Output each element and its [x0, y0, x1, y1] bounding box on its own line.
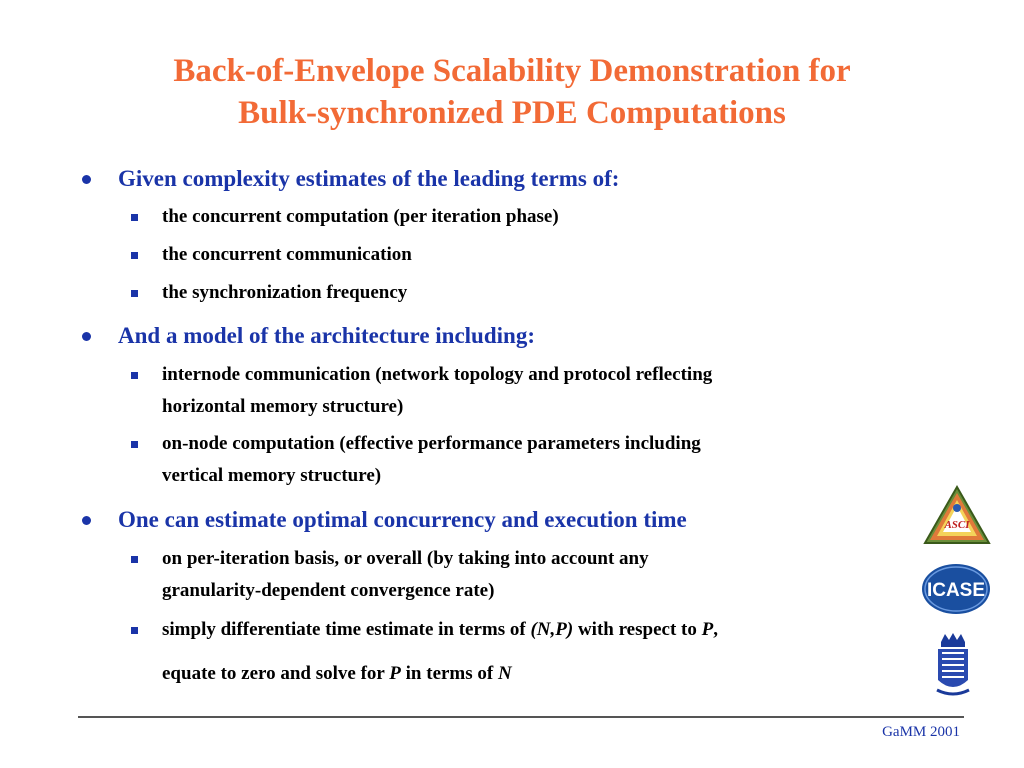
square-bullet-icon: [131, 627, 138, 634]
bullet-text: And a model of the architecture including:: [118, 323, 535, 348]
sub-item: [162, 201, 882, 233]
square-bullet-icon: [131, 556, 138, 563]
sub-item-text: the concurrent computation (per iteration phase): [162, 206, 559, 227]
bullet-text: Given complexity estimates of the leading terms of:: [118, 166, 620, 191]
asci-triangle-logo: [922, 484, 992, 548]
asci-logo-text: ASCI: [944, 519, 970, 531]
sub-item: [162, 614, 882, 684]
title-line-2: Bulk-synchronized PDE Computations: [238, 95, 786, 131]
footer-text: GaMM 2001: [882, 724, 960, 740]
square-bullet-icon: [131, 372, 138, 379]
sub-item: [162, 428, 882, 486]
icase-oval-logo: [921, 563, 991, 615]
sub-item-text-cont: granularity-dependent convergence rate): [162, 580, 495, 601]
bullet-text: One can estimate optimal concurrency and execution time: [118, 507, 687, 532]
square-bullet-icon: [131, 290, 138, 297]
bullet-dot-icon: [82, 175, 91, 184]
royal-crest-logo: [933, 632, 973, 698]
sub-item: [162, 277, 882, 309]
sub-item-text: the synchronization frequency: [162, 282, 408, 303]
sub-item-text: internode communication (network topology and protocol reflecting: [162, 364, 713, 385]
sub-item-text: the concurrent communication: [162, 244, 412, 265]
sub-item-text-cont: vertical memory structure): [162, 465, 382, 486]
icase-logo-text: ICASE: [926, 580, 986, 601]
sub-item: [162, 359, 882, 417]
sub-item-text: on-node computation (effective performance parameters including: [162, 433, 701, 454]
footer-divider: [78, 716, 964, 718]
sub-item-text: simply differentiate time estimate in terms of (N,P) with respect to P,: [162, 619, 718, 640]
title-line-1: Back-of-Envelope Scalability Demonstration for: [173, 53, 851, 89]
square-bullet-icon: [131, 252, 138, 259]
sub-item-text-cont: horizontal memory structure): [162, 396, 404, 417]
sub-item: [162, 543, 882, 601]
sub-item-text: on per-iteration basis, or overall (by taking into account any: [162, 548, 649, 569]
bullet-dot-icon: [82, 332, 91, 341]
sub-item-text-cont: equate to zero and solve for P in terms of N: [162, 663, 512, 684]
square-bullet-icon: [131, 214, 138, 221]
bullet-dot-icon: [82, 516, 91, 525]
sub-item: [162, 239, 882, 271]
square-bullet-icon: [131, 441, 138, 448]
slide-title: [0, 50, 1024, 134]
